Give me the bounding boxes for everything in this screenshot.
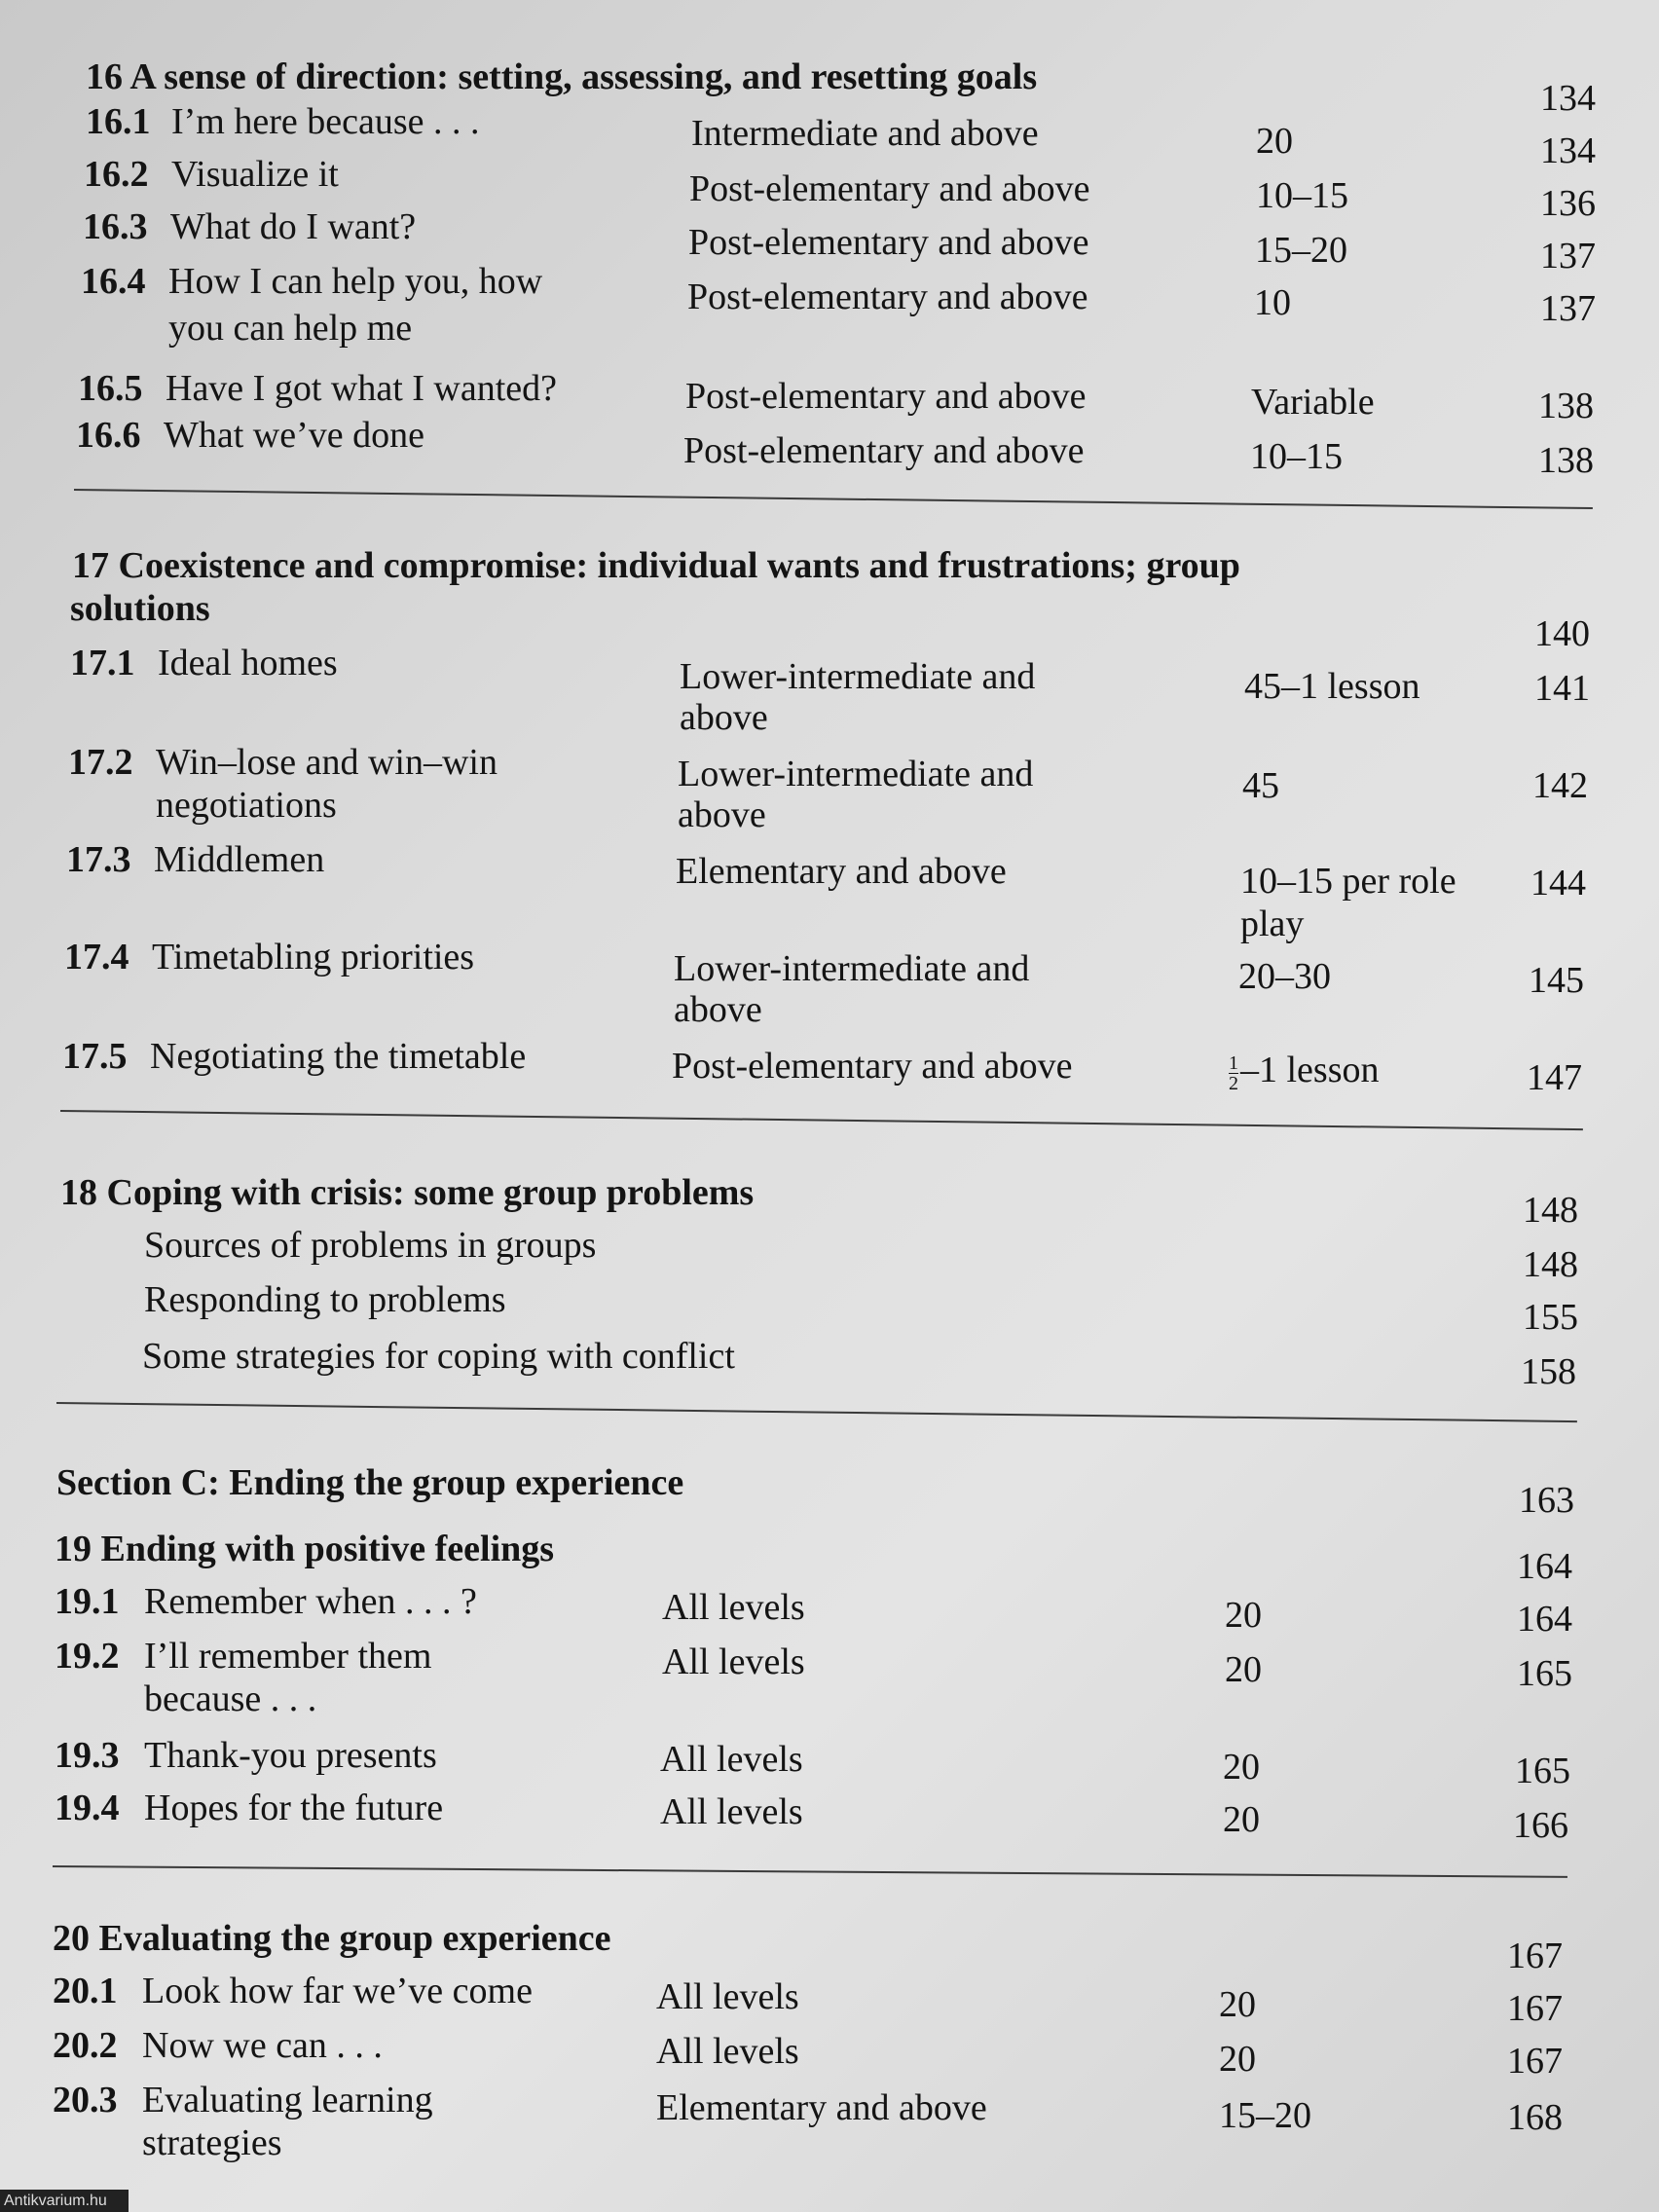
entry-level: Post-elementary and above (688, 222, 1089, 263)
entry-level: Post-elementary and above (689, 168, 1090, 209)
entry-title: Negotiating the timetable (150, 1036, 527, 1077)
entry-time: 20 (1219, 1984, 1256, 2025)
entry-time: Variable (1251, 382, 1375, 423)
entry-time: 20 (1223, 1747, 1260, 1788)
entry-time-cont: play (1240, 903, 1305, 944)
entry-time (1229, 1051, 1380, 1093)
entry-title-cont: because . . . (144, 1678, 317, 1719)
section-divider (56, 1402, 1577, 1422)
page-number: 163 (1519, 1480, 1574, 1521)
entry-number: 19.3 (55, 1735, 120, 1776)
entry-number: 17.3 (66, 839, 131, 880)
entry-title: Look how far we’ve come (142, 1971, 533, 2011)
entry-time: 45–1 lesson (1244, 666, 1420, 707)
entry-number: 19.2 (55, 1636, 120, 1677)
entry-level: Post-elementary and above (683, 430, 1085, 471)
page-number: 167 (1507, 2041, 1563, 2082)
entry-time-rest: –1 lesson (1240, 1050, 1380, 1090)
page-number: 137 (1540, 288, 1596, 329)
page-number: 166 (1513, 1805, 1568, 1846)
entry-title: Thank-you presents (144, 1735, 437, 1776)
page-number: 140 (1534, 613, 1590, 654)
entry-title-cont: negotiations (156, 785, 337, 826)
entry-time: 10–15 (1250, 436, 1343, 477)
entry-level: Post-elementary and above (687, 276, 1088, 317)
entry-level: Lower-intermediate and (678, 754, 1034, 794)
entry-time: 10–15 (1256, 175, 1348, 216)
section-title-cont: solutions (70, 588, 210, 629)
section-title: 17 Coexistence and compromise: individual wants and frustrations; group (72, 545, 1240, 586)
entry-title-cont: strategies (142, 2122, 282, 2163)
entry-number: 17.5 (62, 1036, 128, 1077)
entry-title: I’m here because . . . (171, 101, 480, 142)
entry-title: Ideal homes (158, 643, 338, 683)
entry-title: Middlemen (154, 839, 325, 880)
page-number: 167 (1507, 1936, 1563, 1976)
page-number: 155 (1523, 1297, 1578, 1338)
half-fraction: $\frac{1}{2}$ (1229, 1051, 1238, 1094)
page-number: 148 (1523, 1244, 1578, 1285)
entry-level: All levels (656, 1976, 799, 2017)
page-number: 165 (1517, 1653, 1572, 1694)
page-number: 144 (1530, 863, 1586, 903)
entry-title: I’ll remember them (144, 1636, 432, 1677)
entry-time: 20–30 (1238, 956, 1331, 997)
entry-number: 16.1 (86, 101, 151, 142)
section-title: 20 Evaluating the group experience (53, 1918, 611, 1959)
entry-title: Visualize it (171, 154, 339, 195)
entry-number: 19.1 (55, 1581, 120, 1622)
subsection-title: Sources of problems in groups (144, 1225, 597, 1266)
entry-level: All levels (662, 1641, 805, 1682)
entry-title: Now we can . . . (142, 2025, 383, 2066)
entry-level: All levels (660, 1739, 803, 1780)
page-number: 136 (1540, 183, 1596, 224)
entry-time: 10–15 per role (1240, 861, 1456, 902)
page-number: 137 (1540, 236, 1596, 276)
entry-level: Intermediate and above (691, 113, 1039, 154)
page-number: 147 (1527, 1057, 1582, 1098)
section-title: 16 A sense of direction: setting, assessing, and resetting goals (86, 56, 1038, 97)
entry-level-cont: above (678, 794, 766, 835)
entry-level: Elementary and above (656, 2087, 987, 2128)
entry-level: Lower-intermediate and (674, 948, 1030, 989)
entry-time: 15–20 (1255, 230, 1347, 271)
entry-number: 16.3 (83, 206, 148, 247)
subsection-title: Responding to problems (144, 1279, 506, 1320)
entry-level: All levels (662, 1587, 805, 1628)
entry-level: Lower-intermediate and (680, 656, 1036, 697)
page-number: 164 (1517, 1599, 1572, 1640)
part-title: Section C: Ending the group experience (56, 1462, 684, 1503)
entry-time: 10 (1254, 282, 1291, 323)
entry-time: 20 (1225, 1649, 1262, 1690)
watermark: Antikvarium.hu (0, 2190, 129, 2212)
entry-number: 17.2 (68, 742, 133, 783)
page-number: 141 (1534, 668, 1590, 709)
entry-level: All levels (656, 2031, 799, 2072)
entry-title: How I can help you, how (168, 261, 543, 302)
entry-level-cont: above (680, 697, 768, 738)
page-number: 138 (1538, 440, 1594, 481)
entry-number: 20.2 (53, 2025, 118, 2066)
entry-title: What we’ve done (164, 415, 424, 456)
entry-number: 19.4 (55, 1788, 120, 1828)
page-number: 148 (1523, 1190, 1578, 1231)
entry-title: Hopes for the future (144, 1788, 444, 1828)
entry-time: 20 (1219, 2039, 1256, 2080)
entry-number: 20.1 (53, 1971, 118, 2011)
section-divider (60, 1110, 1583, 1130)
entry-number: 16.5 (78, 368, 143, 409)
entry-time: 20 (1225, 1595, 1262, 1636)
page-number: 134 (1540, 78, 1596, 119)
page-number: 134 (1540, 130, 1596, 171)
entry-level: Post-elementary and above (672, 1046, 1073, 1087)
page-number: 168 (1507, 2097, 1563, 2138)
section-divider (53, 1865, 1567, 1878)
entry-title: Remember when . . . ? (144, 1581, 477, 1622)
section-title: 19 Ending with positive feelings (55, 1529, 555, 1569)
entry-time: 45 (1242, 765, 1279, 806)
entry-number: 16.4 (81, 261, 146, 302)
entry-number: 20.3 (53, 2080, 118, 2120)
entry-title: Win–lose and win–win (156, 742, 498, 783)
entry-time: 20 (1223, 1799, 1260, 1840)
entry-number: 17.4 (64, 937, 129, 977)
page-number: 167 (1507, 1988, 1563, 2029)
entry-number: 16.2 (84, 154, 149, 195)
entry-title: What do I want? (170, 206, 417, 247)
entry-title: Timetabling priorities (152, 937, 475, 977)
entry-time: 20 (1256, 121, 1293, 162)
entry-level: Elementary and above (676, 851, 1007, 892)
entry-number: 16.6 (76, 415, 141, 456)
entry-title: Have I got what I wanted? (166, 368, 558, 409)
entry-title: Evaluating learning (142, 2080, 433, 2120)
entry-time: 15–20 (1219, 2095, 1311, 2136)
section-title: 18 Coping with crisis: some group problems (60, 1172, 755, 1213)
page-number: 165 (1515, 1751, 1570, 1791)
page-number: 145 (1529, 960, 1584, 1001)
page-number: 158 (1521, 1351, 1576, 1392)
section-divider (74, 489, 1593, 509)
entry-number: 17.1 (70, 643, 135, 683)
page-number: 138 (1538, 386, 1594, 426)
entry-level-cont: above (674, 989, 762, 1030)
page-number: 164 (1517, 1546, 1572, 1587)
page-number: 142 (1532, 765, 1588, 806)
subsection-title: Some strategies for coping with conflict (142, 1336, 735, 1377)
entry-level: Post-elementary and above (685, 376, 1087, 417)
entry-level: All levels (660, 1791, 803, 1832)
entry-title-cont: you can help me (168, 308, 413, 349)
